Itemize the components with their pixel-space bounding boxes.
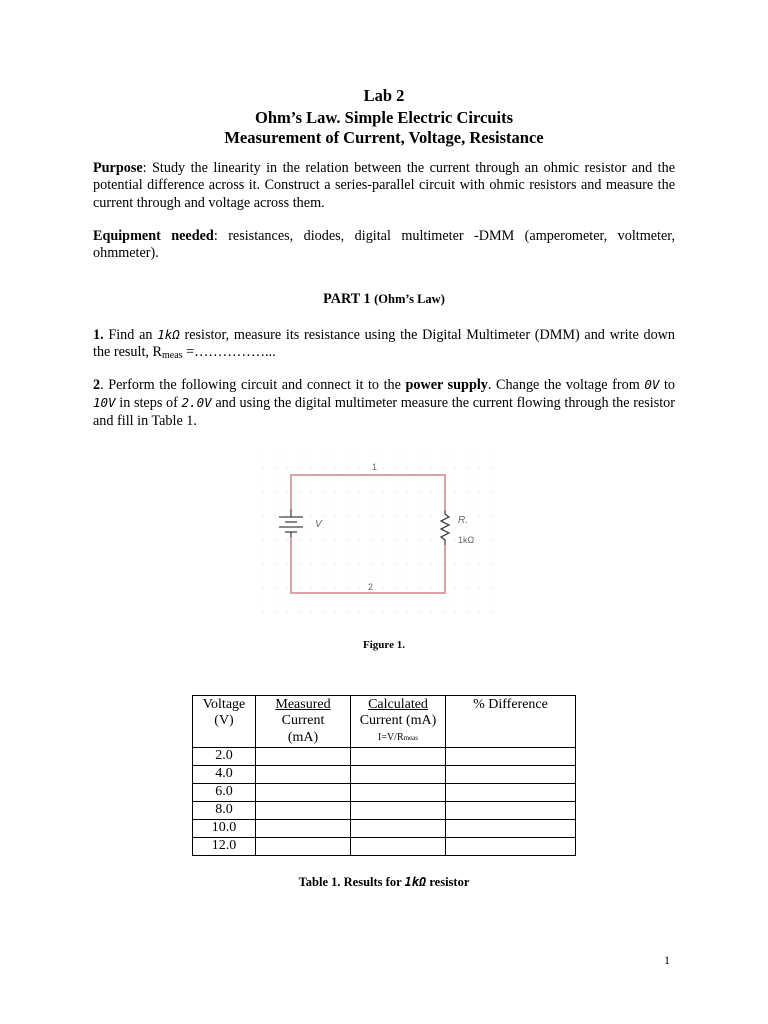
figure-caption: Figure 1. <box>363 639 405 651</box>
step1-paragraph <box>93 326 675 365</box>
difference-cell[interactable] <box>446 766 576 784</box>
header-calculated <box>351 696 446 748</box>
calculated-cell[interactable] <box>351 784 446 802</box>
node-bottom-label: 2 <box>368 582 374 592</box>
equipment-label: Equipment needed <box>93 228 214 244</box>
resistor-value: 1kΩ <box>458 535 475 545</box>
table-row <box>193 838 576 856</box>
step2-text-c: to <box>659 377 675 393</box>
lab-subtitle-2: Measurement of Current, Voltage, Resistance <box>224 128 544 147</box>
step2-text-d: in steps of <box>115 395 182 412</box>
step2-text-b: . Change the voltage from <box>487 377 645 393</box>
page-number: 1 <box>664 953 670 967</box>
header-calculated-formula: I=V/R <box>377 731 404 743</box>
header-calculated-l3 <box>351 730 445 746</box>
header-voltage-l1: Voltage <box>202 697 246 712</box>
lab-title: Lab 2 <box>363 86 405 105</box>
measured-cell[interactable] <box>256 838 351 856</box>
step2-power-supply: power supply <box>405 377 488 393</box>
voltage-cell: 10.0 <box>193 820 256 838</box>
purpose-text: : Study the linearity in the relation between the current through an ohmic resistor and the potential difference across it. Construct a series-parallel circuit with ohmic resistors and measure the current through and voltage across them. <box>93 160 675 211</box>
results-table <box>192 695 576 856</box>
step1-text-c: =……………... <box>182 344 276 361</box>
header-calculated-l2: Current (mA) <box>359 713 437 729</box>
step1-text-a: Find an <box>103 327 158 343</box>
voltage-cell: 4.0 <box>193 766 256 784</box>
header-measured-l1: Measured <box>275 697 331 712</box>
header-calculated-sub: meas <box>403 733 419 742</box>
voltage-cell: 6.0 <box>193 784 256 802</box>
measured-cell[interactable] <box>256 802 351 820</box>
table-caption-b: resistor <box>426 875 470 889</box>
calculated-cell[interactable] <box>351 802 446 820</box>
table-row <box>193 766 576 784</box>
step2-paragraph <box>93 376 675 430</box>
difference-cell[interactable] <box>446 838 576 856</box>
step1-text-b: resistor, measure its resistance using the Digital Multimeter (DMM) and write down the result, R <box>93 327 675 361</box>
lab-subtitle: Ohm’s Law. Simple Electric Circuits <box>254 108 514 127</box>
measured-cell[interactable] <box>256 820 351 838</box>
measured-cell[interactable] <box>256 766 351 784</box>
header-measured-l2: Current <box>281 713 325 729</box>
step2-text-a: . Perform the following circuit and connect it to the <box>100 377 406 393</box>
part1-heading-sub: (Ohm’s Law) <box>374 292 445 306</box>
calculated-cell[interactable] <box>351 820 446 838</box>
header-measured-l3: (mA) <box>287 729 319 745</box>
header-voltage-l2: (V) <box>214 713 234 729</box>
calculated-cell[interactable] <box>351 838 446 856</box>
equipment-text: : resistances, diodes, digital multimeter -DMM (amperometer, voltmeter, ohmmeter). <box>93 228 675 262</box>
measured-cell[interactable] <box>256 748 351 766</box>
header-difference-l1: % Difference <box>473 697 548 712</box>
table-row <box>193 748 576 766</box>
source-label: V <box>315 519 322 530</box>
calculated-cell[interactable] <box>351 748 446 766</box>
voltage-cell: 8.0 <box>193 802 256 820</box>
step2-v10: 10V <box>93 395 116 411</box>
difference-cell[interactable] <box>446 748 576 766</box>
circuit-diagram <box>262 455 494 615</box>
table-caption-a: Table 1. Results for <box>298 875 405 889</box>
step1-number: 1. <box>93 327 104 343</box>
purpose-paragraph <box>93 160 675 212</box>
voltage-cell: 2.0 <box>193 748 256 766</box>
header-measured <box>256 696 351 748</box>
table-row <box>193 802 576 820</box>
voltage-cell: 12.0 <box>193 838 256 856</box>
difference-cell[interactable] <box>446 802 576 820</box>
step2-number: 2 <box>93 377 101 393</box>
step1-resistor: 1kΩ <box>157 327 180 342</box>
measured-cell[interactable] <box>256 784 351 802</box>
table-row <box>193 784 576 802</box>
difference-cell[interactable] <box>446 820 576 838</box>
header-difference <box>446 696 576 748</box>
part1-heading <box>0 291 768 308</box>
step2-v2: 2.0V <box>181 395 212 411</box>
step2-text-e: and using the digital multimeter measure the current flowing through the resistor and fill in Table 1. <box>93 395 675 429</box>
table-header-row <box>193 696 576 748</box>
calculated-cell[interactable] <box>351 766 446 784</box>
node-top-label: 1 <box>372 462 378 472</box>
equipment-paragraph <box>93 228 675 263</box>
table-caption <box>0 875 768 890</box>
resistor-label: R. <box>458 515 468 526</box>
step1-subscript: meas <box>161 350 183 362</box>
header-voltage <box>193 696 256 748</box>
step2-v0: 0V <box>644 377 660 392</box>
header-calculated-l1: Calculated <box>368 697 428 712</box>
part1-heading-text: PART 1 <box>323 291 371 307</box>
purpose-label: Purpose <box>93 160 143 176</box>
table-row <box>193 820 576 838</box>
table-caption-resistor: 1kΩ <box>404 875 427 889</box>
difference-cell[interactable] <box>446 784 576 802</box>
